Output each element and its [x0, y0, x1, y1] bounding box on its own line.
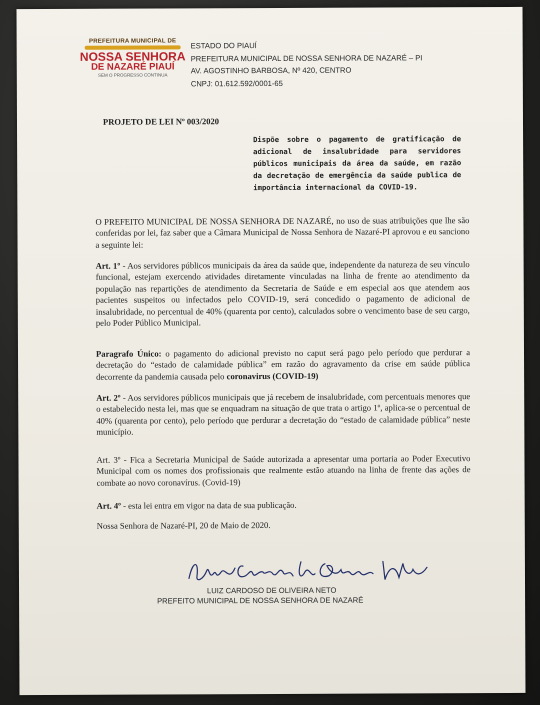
article-2-text: - Aos servidores públicos municipais que já recebem de insalubridade, com percentuais menores que o estabelecido nesta lei, mas que se enquadram na situação de que trata o artigo 1º, aplica-se o percentual de 40% (quarenta por cento), pelo período que perdurar a decretação do “estado de calamidade pública” neste município. — [96, 391, 471, 437]
handwritten-signature — [185, 555, 435, 586]
date-line: Nossa Senhora de Nazaré-PI, 20 de Maio de 2020. — [96, 520, 271, 531]
municipality-logo — [79, 38, 187, 88]
logo-line-4: SEM O PROGRESSO CONTINUA — [98, 72, 168, 78]
sole-paragraph-label: Paragrafo Único: — [95, 348, 162, 359]
sole-paragraph-bold: coronavirus (COVID-19) — [226, 370, 319, 382]
article-1 — [96, 259, 470, 329]
preamble: O PREFEITO MUNICIPAL DE NOSSA SENHORA DE NAZARÉ, no uso de suas atribuições que lhe são conferidas por lei, faz saber que a Câmara Municipal de Nossa Senhora de Nazaré-PI aprovou e eu sanciono a seguinte lei: — [95, 215, 470, 250]
bill-summary: Dispõe sobre o pagamento de gratificação de adicional de insalubridade para servidores públicos municipais da área da saúde, em razão da decretação de emergência da saúde publica de importância internacional da COVID-19. — [253, 134, 462, 193]
logo-line-3: DE NAZARÉ PIAUÍ — [91, 61, 175, 73]
article-4 — [97, 499, 471, 512]
letterhead — [191, 39, 511, 90]
logo-line-1: PREFEITURA MUNICIPAL DE — [89, 38, 177, 45]
logo-line-2: NOSSA SENHORA — [79, 49, 186, 64]
sole-paragraph-text: o pagamento do adicional previsto no caput será pago pelo período que perdurar a decretação do “estado de calamidade pública” em razão do agravamento da crise em saúde pública decorrente da pandemia causada pelo — [96, 347, 471, 382]
article-4-text: - esta lei entra em vigor na data de sua publicação. — [120, 499, 297, 511]
header-cnpj: CNPJ: 01.612.592/0001-65 — [190, 78, 283, 88]
signatory-name: LUIZ CARDOSO DE OLIVEIRA NETO — [207, 585, 337, 596]
signatory-role: PREFEITO MUNICIPAL DE NOSSA SENHORA DE NAZARÉ — [157, 595, 364, 606]
header-municipality: PREFEITURA MUNICIPAL DE NOSSA SENHORA DE NAZARÉ – PI — [190, 52, 423, 63]
header-address: AV. AGOSTINHO BARBOSA, Nº 420, CENTRO — [190, 65, 352, 76]
article-1-label: Art. 1º — [95, 260, 121, 271]
bill-title: PROJETO DE LEI Nº 003/2020 — [102, 116, 220, 127]
sole-paragraph — [96, 347, 470, 383]
article-2-label: Art. 2º — [96, 392, 121, 403]
article-2 — [96, 391, 470, 438]
article-4-label: Art. 4º — [96, 500, 122, 511]
header-state: ESTADO DO PIAUÍ — [190, 41, 257, 51]
article-1-text: - Aos servidores públicos municipais da área da saúde que, independente da natureza de seu vínculo funcional, estejam exercendo atividades diretamente vinculadas na linha de frente ao atendimento da população nas repartições de atendimento da Secretaria de Saúde e em especial aos que atendem aos pacientes suspeitos ou infectados pelo COVID-19, será concedido o pagamento de adicional de insalubridade, no percentual de 40% (quarenta por cento), calculados sobre o vencimento base de seu cargo, pelo Poder Público Municipal. — [95, 259, 470, 328]
article-3: Art. 3º - Fica a Secretaria Municipal de Saúde autorizada a apresentar uma portaria ao Poder Executivo Municipal com os nomes dos profissionais que realmente estão atuando na linha de frente das ações de combate ao novo coronavírus. (Covid-19) — [96, 453, 471, 488]
document-page — [17, 7, 526, 695]
